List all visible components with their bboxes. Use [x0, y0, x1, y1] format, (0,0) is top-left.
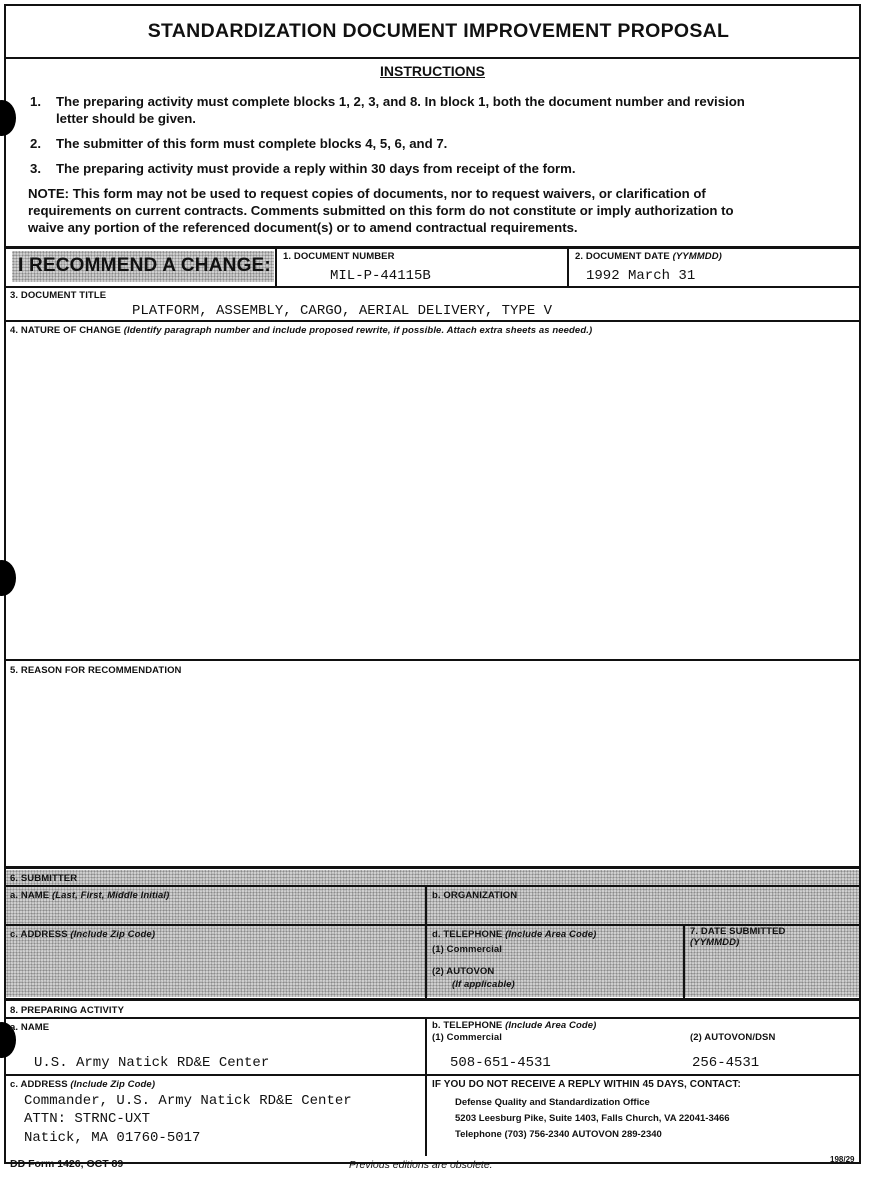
contact-heading: IF YOU DO NOT RECEIVE A REPLY WITHIN 45 DAYS, CONTACT: [432, 1079, 741, 1090]
instruction-number: 3. [30, 161, 41, 176]
submitter-telephone-label: d. TELEPHONE (Include Area Code) [432, 929, 597, 940]
submitter-label: 6. SUBMITTER [10, 873, 78, 884]
submitter-name-label: a. NAME (Last, First, Middle Initial) [10, 890, 170, 901]
divider [425, 1018, 427, 1156]
note-text: waive any portion of the referenced document(s) or to amend contractual requirements. [28, 220, 578, 235]
submitter-organization-label: b. ORGANIZATION [432, 890, 518, 901]
nature-of-change-field[interactable] [8, 340, 858, 658]
reason-field[interactable] [8, 680, 858, 864]
divider [567, 247, 569, 286]
document-date-value[interactable]: 1992 March 31 [586, 268, 696, 284]
date-submitted-label: 7. DATE SUBMITTED (YYMMDD) [690, 926, 786, 948]
nature-of-change-label: 4. NATURE OF CHANGE (Identify paragraph number and include proposed rewrite, if possible. Attach extra sheets as needed.) [10, 325, 593, 336]
divider [275, 247, 277, 286]
submitter-commercial-label: (1) Commercial [432, 944, 503, 955]
document-number-value[interactable]: MIL-P-44115B [330, 268, 431, 284]
document-title-label: 3. DOCUMENT TITLE [10, 290, 107, 301]
note-text: NOTE: This form may not be used to request copies of documents, nor to request waivers, or clarification of [28, 186, 706, 201]
divider [4, 866, 861, 869]
divider [4, 246, 861, 249]
recommend-change-label: I RECOMMEND A CHANGE: [18, 255, 271, 276]
divider [4, 659, 861, 661]
preparing-autovon-label: (2) AUTOVON/DSN [690, 1032, 776, 1043]
divider [683, 924, 685, 998]
preparing-address-label: c. ADDRESS (Include Zip Code) [10, 1079, 156, 1090]
instruction-text: The submitter of this form must complete blocks 4, 5, 6, and 7. [56, 136, 448, 151]
instruction-number: 1. [30, 94, 41, 109]
contact-line: Telephone (703) 756-2340 AUTOVON 289-2340 [455, 1129, 662, 1140]
reason-label: 5. REASON FOR RECOMMENDATION [10, 665, 182, 676]
submitter-autovon-note: (If applicable) [452, 979, 515, 990]
contact-line: Defense Quality and Standardization Office [455, 1097, 650, 1108]
previous-editions-note: Previous editions are obsolete. [349, 1159, 493, 1171]
form-id: DD Form 1426, OCT 89 [10, 1158, 124, 1170]
divider [4, 320, 861, 322]
preparing-address-line[interactable]: Natick, MA 01760-5017 [24, 1130, 201, 1146]
contact-line: 5203 Leesburg Pike, Suite 1403, Falls Church, VA 22041-3466 [455, 1113, 730, 1124]
divider [4, 885, 861, 887]
divider [4, 998, 861, 1001]
note-text: requirements on current contracts. Comments submitted on this form do not constitute or imply authorization to [28, 203, 734, 218]
preparing-telephone-label: b. TELEPHONE (Include Area Code) [432, 1020, 597, 1031]
form-code: 198/29 [830, 1155, 855, 1164]
divider [425, 886, 427, 998]
preparing-commercial-value[interactable]: 508-651-4531 [450, 1055, 551, 1071]
divider [4, 57, 861, 59]
preparing-activity-label: 8. PREPARING ACTIVITY [10, 1005, 125, 1016]
instruction-text: The preparing activity must complete blocks 1, 2, 3, and 8. In block 1, both the document number and revision [56, 94, 745, 109]
preparing-commercial-label: (1) Commercial [432, 1032, 503, 1043]
form-title: STANDARDIZATION DOCUMENT IMPROVEMENT PROPOSAL [147, 20, 730, 42]
document-title-value[interactable]: PLATFORM, ASSEMBLY, CARGO, AERIAL DELIVERY, TYPE V [132, 303, 553, 319]
instruction-number: 2. [30, 136, 41, 151]
document-number-label: 1. DOCUMENT NUMBER [283, 251, 395, 262]
preparing-autovon-value[interactable]: 256-4531 [692, 1055, 760, 1071]
instruction-text: The preparing activity must provide a reply within 30 days from receipt of the form. [56, 161, 576, 176]
divider [4, 286, 861, 288]
submitter-address-label: c. ADDRESS (Include Zip Code) [10, 929, 156, 940]
instruction-text: letter should be given. [56, 111, 196, 126]
divider [4, 1074, 861, 1076]
document-date-label: 2. DOCUMENT DATE (YYMMDD) [575, 251, 722, 262]
submitter-autovon-label: (2) AUTOVON [432, 966, 495, 977]
preparing-address-line[interactable]: ATTN: STRNC-UXT [24, 1111, 151, 1127]
instructions-heading: INSTRUCTIONS [380, 63, 485, 79]
preparing-address-line[interactable]: Commander, U.S. Army Natick RD&E Center [24, 1093, 352, 1109]
preparing-name-label: a. NAME [10, 1022, 50, 1033]
divider [4, 1017, 861, 1019]
preparing-name-value[interactable]: U.S. Army Natick RD&E Center [34, 1055, 270, 1071]
